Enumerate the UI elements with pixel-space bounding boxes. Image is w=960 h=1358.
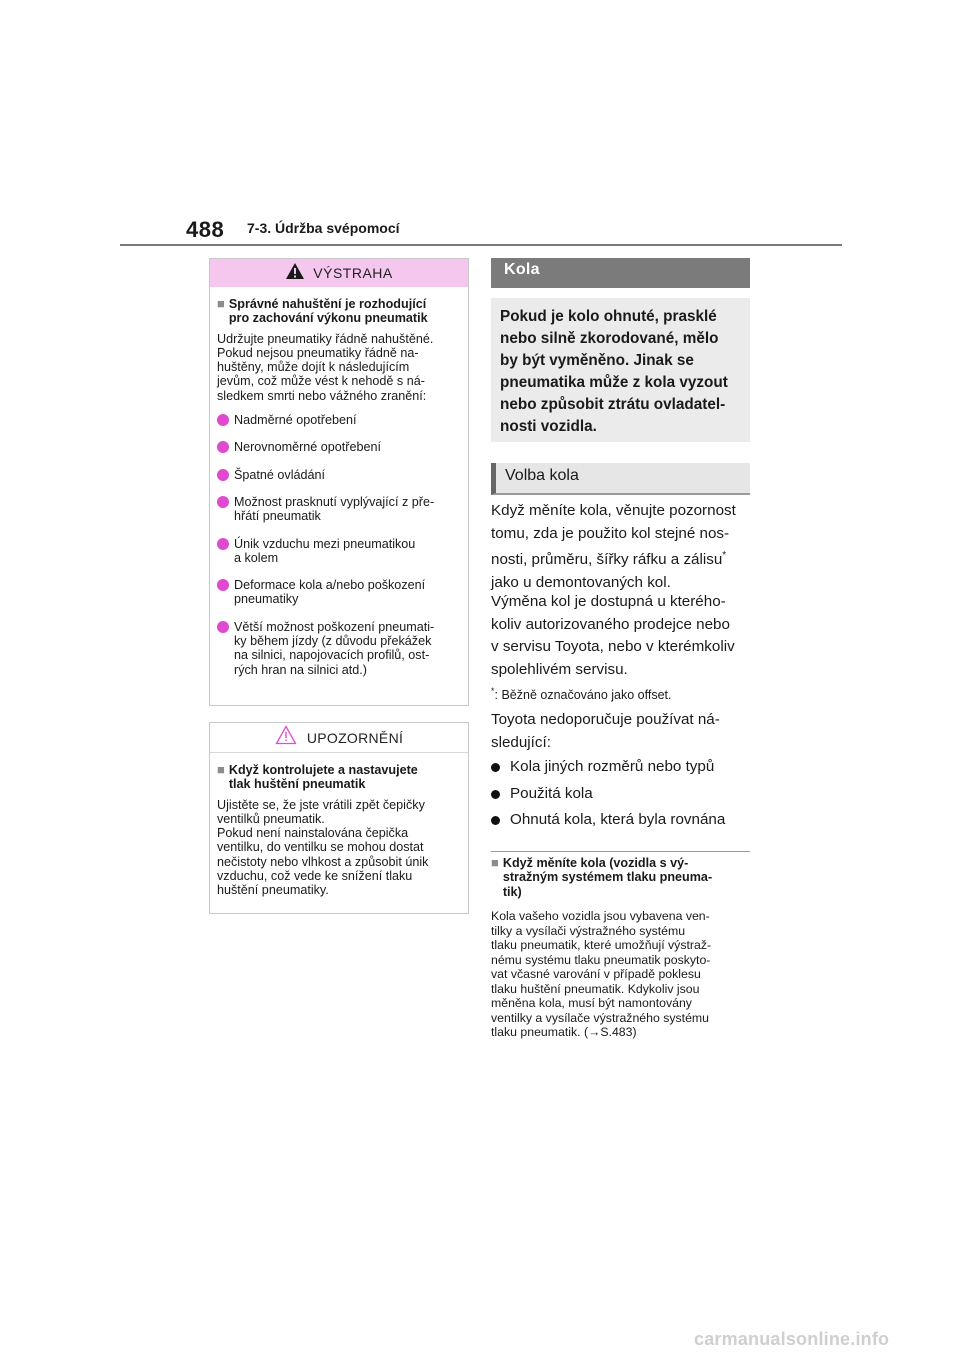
- list-item: Větší možnost poškození pneumati- ky během jízdy (z důvodu překážek na silnici, napojovacích profilů, ost- rých hran na silnici atd.): [217, 620, 461, 677]
- warning-list: [217, 413, 461, 677]
- tpms-subheading: ■ Když měníte kola (vozidla s vý- stražným systémem tlaku pneuma- tik): [491, 855, 713, 899]
- list-item: Nerovnoměrné opotřebení: [217, 440, 461, 454]
- bullet-dot-icon: [491, 790, 500, 799]
- kola-section-header: Kola: [491, 258, 750, 288]
- list-item: Ohnutá kola, která byla rovnána: [491, 809, 725, 831]
- list-item: Deformace kola a/nebo poškození pneumatiky: [217, 578, 461, 607]
- volba-kola-header: Volba kola: [491, 463, 750, 495]
- warning-header: [210, 259, 468, 287]
- warning-box: [209, 258, 469, 706]
- list-item: Špatné ovládání: [217, 468, 461, 482]
- footnote: *: Běžně označováno jako offset.: [491, 686, 672, 703]
- bullet-dot-icon: [217, 469, 229, 481]
- page-number: 488: [186, 217, 225, 242]
- square-bullet-icon: ■: [217, 296, 225, 311]
- warning-title: VÝSTRAHA: [313, 265, 393, 281]
- warning-heading: ■ Správné nahuštění je rozhodující pro zachování výkonu pneumatik: [217, 296, 428, 326]
- volba-paragraph-3: Toyota nedoporučuje používat ná- sledující:: [491, 711, 720, 751]
- caution-box: [209, 722, 469, 914]
- warning-triangle-icon: [285, 262, 305, 285]
- list-item: Únik vzduchu mezi pneumatikou a kolem: [217, 537, 461, 566]
- subsection-rule: [491, 851, 750, 852]
- caution-header: [210, 723, 468, 753]
- bullet-dot-icon: [217, 579, 229, 591]
- bullet-dot-icon: [217, 496, 229, 508]
- caution-text: Ujistěte se, že jste vrátili zpět čepičky ventilků pneumatik. Pokud není nainstalována čepička ventilku, do ventilku se mohou dostat nečistoty nebo vlhkost a způsobit únik vzduchu, což vede ke snížení tlaku huštění pneumatiky.: [217, 797, 429, 898]
- volba-bullet-list: [491, 756, 725, 836]
- tpms-text: Kola vašeho vozidla jsou vybavena ven- tilky a vysílači výstražného systému tlaku pneumatik, které umožňují výstraž- nému systému tlaku pneumatik poskyto- vat včasné varování v případě poklesu tlaku huštění pneumatik. Kdykoliv jsou měněna kola, musí být namontovány ventilky a vysílače výstražného systému tlaku pneumatik. (→S.483): [491, 909, 712, 1039]
- list-item: Kola jiných rozměrů nebo typů: [491, 756, 725, 778]
- square-bullet-icon: ■: [217, 762, 225, 777]
- volba-paragraph-1: Když měníte kola, věnujte pozornost tomu, zda je použito kol stejné nos- nosti, průměru, šířky ráfku a zálisu* jako u demontovaných kol.: [491, 502, 736, 591]
- caution-triangle-icon: [275, 725, 297, 750]
- volba-paragraph-2: Výměna kol je dostupná u kterého- koliv autorizovaného prodejce nebo v servisu Toyota, nebo v kterémkoliv spolehlivém servisu.: [491, 593, 735, 678]
- list-item: Možnost prasknutí vyplývající z pře- hřátí pneumatik: [217, 495, 461, 524]
- header-rule: [120, 244, 842, 246]
- list-item: Použitá kola: [491, 783, 725, 805]
- bullet-dot-icon: [217, 414, 229, 426]
- section-title: 7-3. Údržba svépomocí: [247, 220, 400, 236]
- kola-notice-box: Pokud je kolo ohnuté, prasklé nebo silně zkorodované, mělo by být vyměněno. Jinak se pneumatika může z kola vyzout nebo způsobit ztrátu ovladatel- nosti vozidla.: [491, 298, 750, 442]
- bullet-dot-icon: [217, 538, 229, 550]
- watermark: carmanualsonline.info: [694, 1329, 890, 1349]
- bullet-dot-icon: [491, 816, 500, 825]
- bullet-dot-icon: [217, 621, 229, 633]
- warning-text: Udržujte pneumatiky řádně nahuštěné. Pokud nejsou pneumatiky řádně na- huštěny, může dojít k následujícím jevům, což může vést k nehodě s ná- sledkem smrti nebo vážného zranění:: [217, 331, 434, 403]
- caution-title: UPOZORNĚNÍ: [306, 729, 404, 746]
- square-bullet-icon: ■: [491, 855, 499, 870]
- list-item: Nadměrné opotřebení: [217, 413, 461, 427]
- bullet-dot-icon: [491, 763, 500, 772]
- caution-heading: ■ Když kontrolujete a nastavujete tlak huštění pneumatik: [217, 762, 418, 792]
- bullet-dot-icon: [217, 441, 229, 453]
